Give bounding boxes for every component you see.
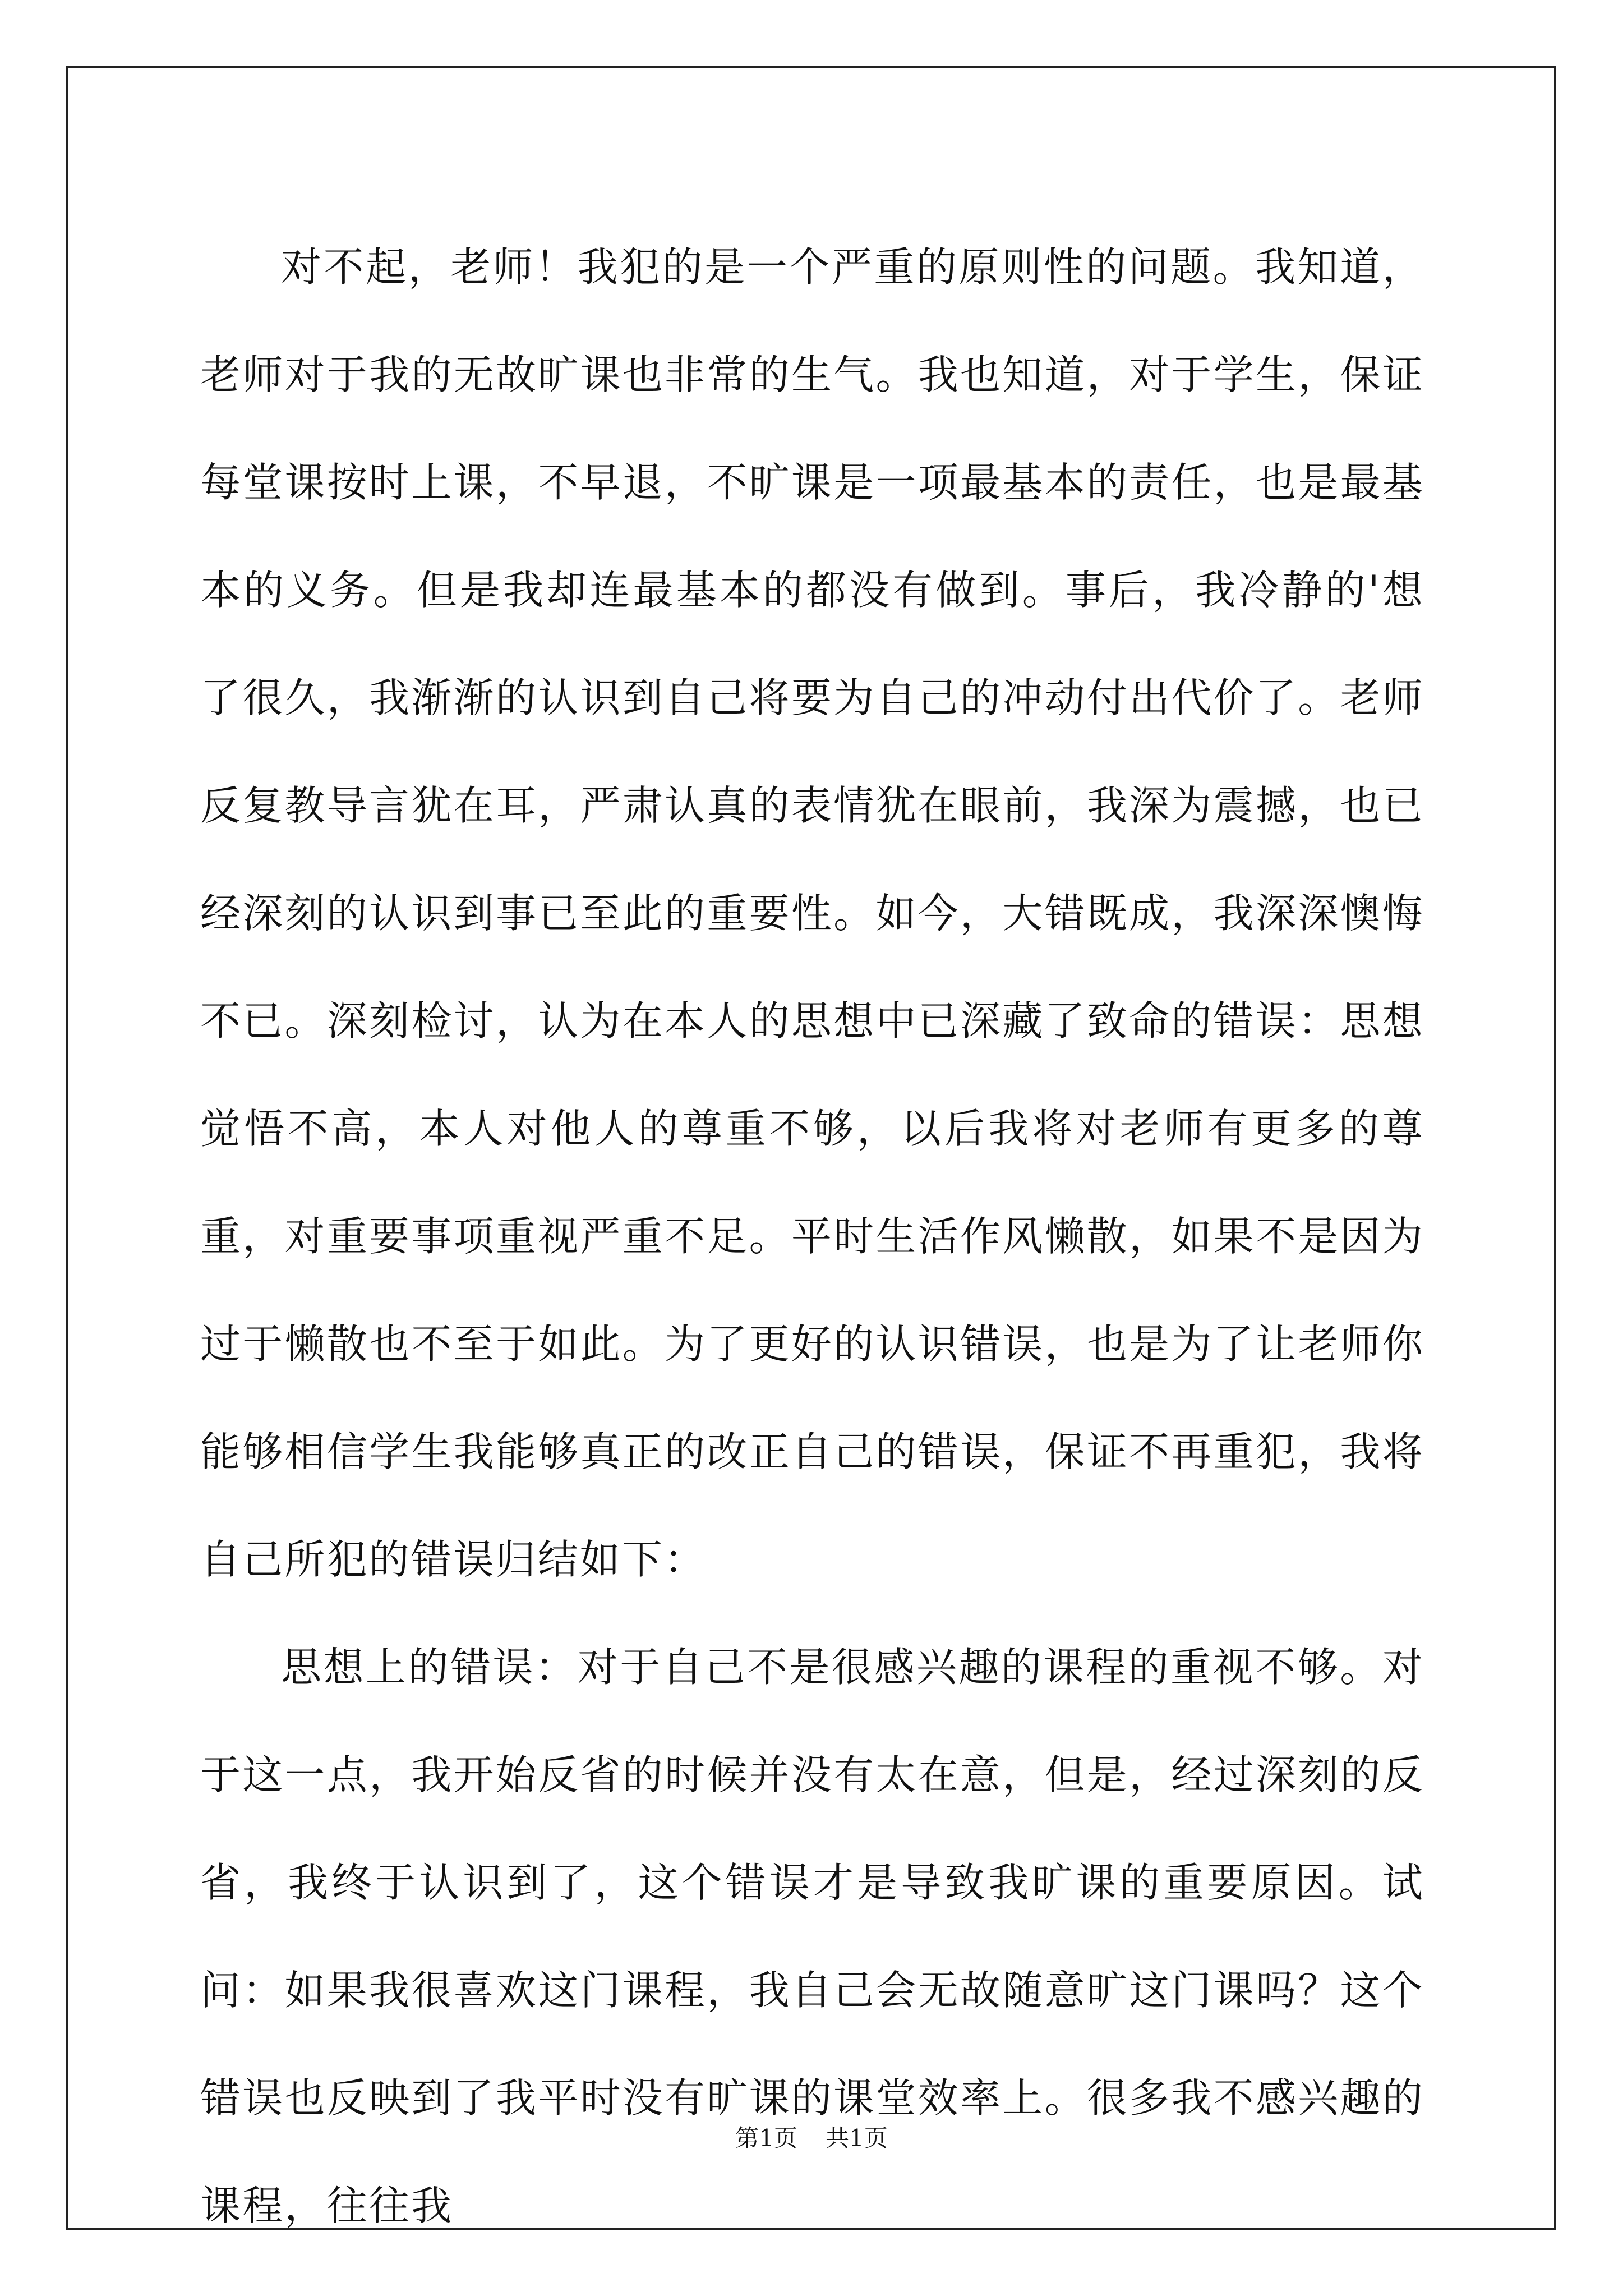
paragraph-1: 对不起，老师！我犯的是一个严重的原则性的问题。我知道，老师对于我的无故旷课也非常的生气。我也知道，对于学生，保证每堂课按时上课，不早退，不旷课是一项最基本的责任，也是最基本的义务。但是我却连最基本的都没有做到。事后，我冷静的'想了很久，我渐渐的认识到自己将要为自己的冲动付出代价了。老师反复教导言犹在耳，严肃认真的表情犹在眼前，我深为震撼，也已经深刻的认识到事已至此的重要性。如今，大错既成，我深深懊悔不已。深刻检讨，认为在本人的思想中已深藏了致命的错误：思想觉悟不高，本人对他人的尊重不够，以后我将对老师有更多的尊重，对重要事项重视严重不足。平时生活作风懒散，如果不是因为过于懒散也不至于如此。为了更好的认识错误，也是为了让老师你能够相信学生我能够真正的改正自己的错误，保证不再重犯，我将自己所犯的错误归结如下： (200, 243, 1424, 1583)
page-number-total: 共1页 (826, 2124, 888, 2152)
paragraph-2: 思想上的错误：对于自己不是很感兴趣的课程的重视不够。对于这一点，我开始反省的时候并没有太在意，但是，经过深刻的反省，我终于认识到了，这个错误才是导致我旷课的重要原因。试问：如果我很喜欢这门课程，我自己会无故随意旷这门课吗？这个错误也反映到了我平时没有旷课的课堂效率上。很多我不感兴趣的课程，往往我 (200, 1644, 1424, 2229)
page-footer (0, 2122, 1623, 2155)
page-number-current: 第1页 (735, 2124, 797, 2152)
document-body (200, 213, 1424, 2260)
